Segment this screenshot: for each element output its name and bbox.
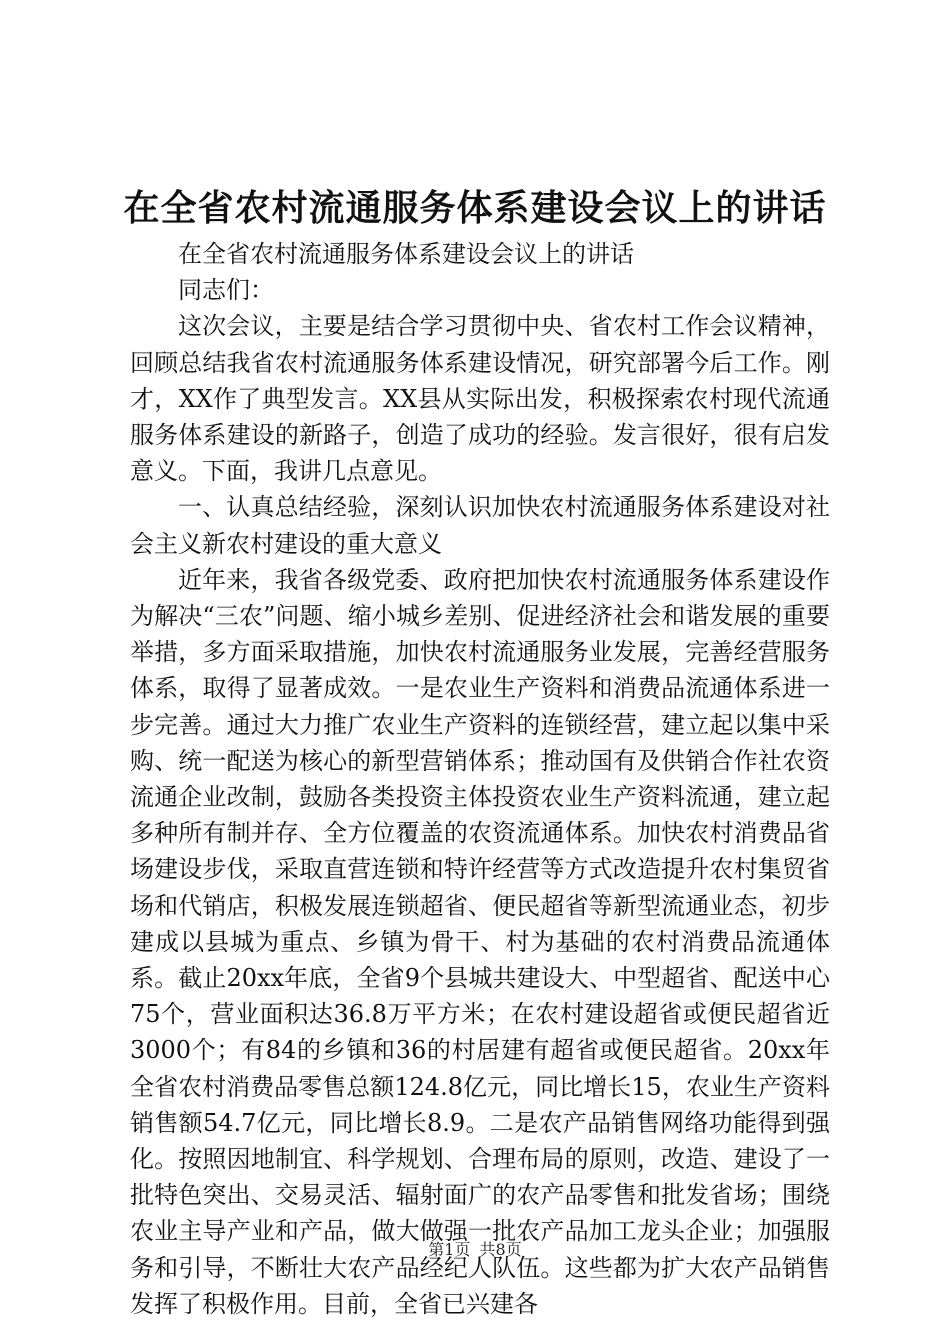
body-paragraph: 近年来，我省各级党委、政府把加快农村流通服务体系建设作为解决“三农”问题、缩小城乡差别、促进经济社会和谐发展的重要举措，多方面采取措施，加快农村流通服务业发展，完善经营服务体系，取得了显著成效。一是农业生产资料和消费品流通体系进一步完善。通过大力推广农业生产资料的连锁经营，建立起以集中采购、统一配送为核心的新型营销体系；推动国有及供销合作社农资流通企业改制，鼓励各类投资主体投资农业生产资料流通，建立起多种所有制并存、全方位覆盖的农资流通体系。加快农村消费品省场建设步伐，采取直营连锁和特许经营等方式改造提升农村集贸省场和代销店，积极发展连锁超省、便民超省等新型流通业态，初步建成以县城为重点、乡镇为骨干、村为基础的农村消费品流通体系。截止20xx年底，全省9个县城共建设大、中型超省、配送中心75个，营业面积达36.8万平方米；在农村建设超省或便民超省近3000个；有84的乡镇和36的村居建有超省或便民超省。20xx年全省农村消费品零售总额124.8亿元，同比增长15，农业生产资料销售额54.7亿元，同比增长8.9。二是农产品销售网络功能得到强化。按照因地制宜、科学规划、合理布局的原则，改造、建设了一批特色突出、交易灵活、辐射面广的农产品零售和批发省场；围绕农业主导产业和产品，做大做强一批农产品加工龙头企业；加强服务和引导，不断壮大农产品经纪人队伍。这些都为扩大农产品销售发挥了积极作用。目前，全省已兴建各 <box>130 565 830 1318</box>
salutation-paragraph: 同志们： <box>178 276 274 305</box>
page-total: 共8页 <box>479 1240 522 1259</box>
subtitle-paragraph: 在全省农村流通服务体系建设会议上的讲话 <box>178 240 634 268</box>
section-heading-paragraph: 一、认真总结经验，深刻认识加快农村流通服务体系建设对社会主义新农村建设的重大意义 <box>130 493 830 558</box>
page-number: 第1页 <box>428 1240 471 1259</box>
document-body <box>130 236 830 1322</box>
page-footer <box>0 1238 950 1262</box>
document-title: 在全省农村流通服务体系建设会议上的讲话 <box>123 187 827 229</box>
body-paragraph: 这次会议，主要是结合学习贯彻中央、省农村工作会议精神，回顾总结我省农村流通服务体系建设情况，研究部署今后工作。刚才，XX作了典型发言。XX县从实际出发，积极探索农村现代流通服务体系建设的新路子，创造了成功的经验。发言很好，很有启发意义。下面，我讲几点意见。 <box>130 312 830 486</box>
